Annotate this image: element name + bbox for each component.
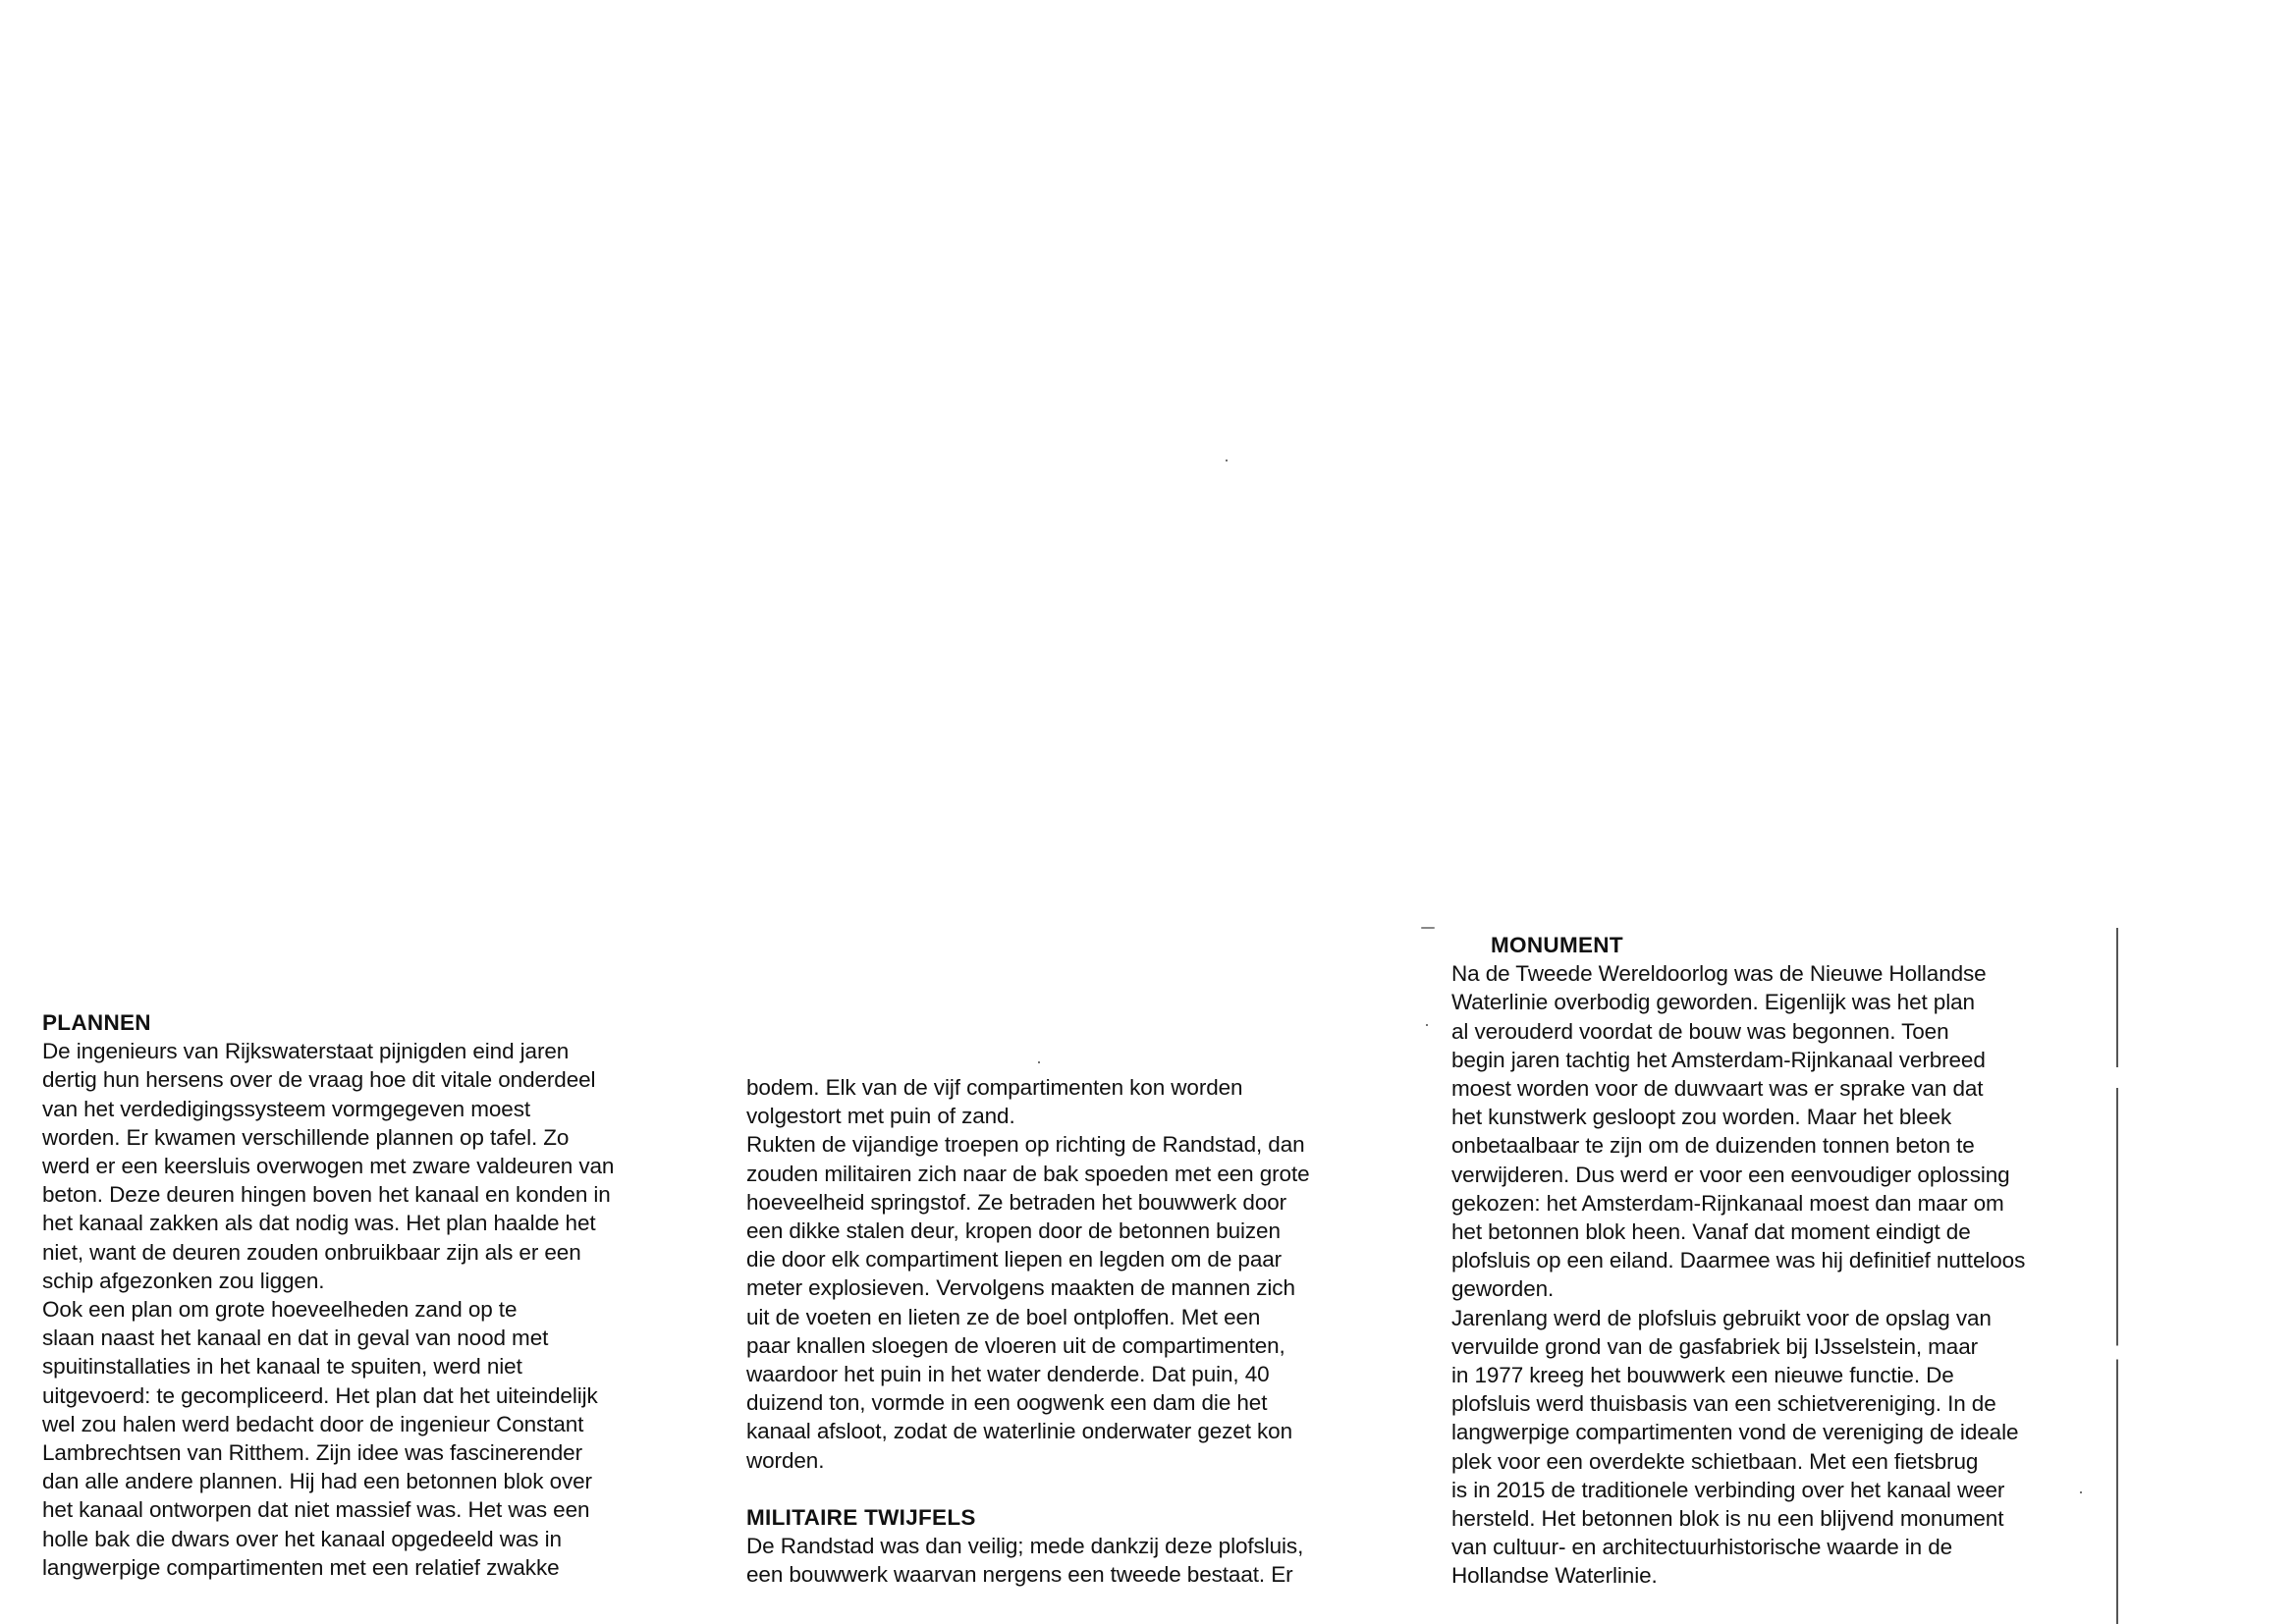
body-line: Waterlinie overbodig geworden. Eigenlijk was het plan	[1451, 990, 1975, 1015]
body-line: waardoor het puin in het water denderde. Dat puin, 40	[746, 1362, 1270, 1387]
body-line: bodem. Elk van de vijf compartimenten kon worden	[746, 1075, 1243, 1100]
scan-edge-line	[2116, 928, 2118, 1624]
body-line: De ingenieurs van Rijkswaterstaat pijnigden eind jaren	[42, 1039, 570, 1064]
body-line: De Randstad was dan veilig; mede dankzij deze plofsluis,	[746, 1534, 1304, 1559]
body-line: verwijderen. Dus werd er voor een eenvoudiger oplossing	[1451, 1162, 2010, 1187]
scan-speck	[1421, 927, 1435, 929]
scan-speck	[1038, 1061, 1040, 1063]
body-line: een dikke stalen deur, kropen door de betonnen buizen	[746, 1218, 1281, 1244]
body-line: moest worden voor de duwvaart was er sprake van dat	[1451, 1076, 1984, 1102]
body-line: al verouderd voordat de bouw was begonnen. Toen	[1451, 1018, 1949, 1044]
body-line: Na de Tweede Wereldoorlog was de Nieuwe Hollandse	[1451, 961, 1987, 987]
body-line: Hollandse Waterlinie.	[1451, 1563, 1658, 1589]
body-line: plofsluis werd thuisbasis van een schietvereniging. In de	[1451, 1391, 1996, 1417]
body-line: gekozen: het Amsterdam-Rijnkanaal moest dan maar om	[1451, 1190, 2004, 1216]
body-line: zouden militairen zich naar de bak spoeden met een grote	[746, 1161, 1310, 1186]
body-line: het kanaal ontworpen dat niet massief was. Het was een	[42, 1497, 590, 1523]
article-column-monument	[1451, 931, 2100, 1591]
article-column-middle	[746, 1073, 1385, 1589]
body-line: plek voor een overdekte schietbaan. Met een fietsbrug	[1451, 1448, 1979, 1474]
body-line: die door elk compartiment liepen en legden om de paar	[746, 1247, 1283, 1272]
body-line: Ook een plan om grote hoeveelheden zand op te	[42, 1297, 518, 1323]
body-line: een bouwwerk waarvan nergens een tweede bestaat. Er	[746, 1562, 1293, 1588]
body-line: geworden.	[1451, 1276, 1555, 1302]
body-line: plofsluis op een eiland. Daarmee was hij definitief nutteloos	[1451, 1248, 2026, 1273]
body-line: in 1977 kreeg het bouwwerk een nieuwe functie. De	[1451, 1363, 1954, 1388]
body-line: Jarenlang werd de plofsluis gebruikt voor de opslag van	[1451, 1305, 1992, 1330]
body-line: volgestort met puin of zand.	[746, 1104, 1015, 1129]
scan-speck	[2080, 1491, 2082, 1493]
body-line: het betonnen blok heen. Vanaf dat moment eindigt de	[1451, 1219, 1971, 1245]
body-line: Rukten de vijandige troepen op richting de Randstad, dan	[746, 1132, 1305, 1158]
body-line: het kunstwerk gesloopt zou worden. Maar het bleek	[1451, 1105, 1952, 1130]
body-line: uit de voeten en lieten ze de boel ontploffen. Met een	[746, 1304, 1261, 1329]
body-line: holle bak die dwars over het kanaal opgedeeld was in	[42, 1526, 562, 1551]
body-line: duizend ton, vormde in een oogwenk een dam die het	[746, 1390, 1268, 1416]
article-column-plannen	[42, 1008, 690, 1582]
body-line: uitgevoerd: te gecompliceerd. Het plan dat het uiteindelijk	[42, 1382, 598, 1408]
body-line: hersteld. Het betonnen blok is nu een blijvend monument	[1451, 1506, 2004, 1532]
body-line: dan alle andere plannen. Hij had een betonnen blok over	[42, 1469, 592, 1494]
scan-speck	[1426, 1024, 1428, 1026]
body-line: is in 2015 de traditionele verbinding over het kanaal weer	[1451, 1477, 2005, 1502]
body-line: kanaal afsloot, zodat de waterlinie onderwater gezet kon	[746, 1419, 1292, 1444]
body-line: het kanaal zakken als dat nodig was. Het plan haalde het	[42, 1211, 596, 1236]
body-line: werd er een keersluis overwogen met zware valdeuren van	[42, 1154, 615, 1179]
body-line: dertig hun hersens over de vraag hoe dit vitale onderdeel	[42, 1067, 596, 1093]
body-line: Lambrechtsen van Ritthem. Zijn idee was fascinerender	[42, 1440, 582, 1466]
body-line: paar knallen sloegen de vloeren uit de compartimenten,	[746, 1332, 1285, 1358]
section-heading-plannen: PLANNEN	[42, 1010, 151, 1035]
body-line: niet, want de deuren zouden onbruikbaar zijn als er een	[42, 1239, 581, 1265]
body-line: begin jaren tachtig het Amsterdam-Rijnkanaal verbreed	[1451, 1047, 1986, 1072]
body-line: hoeveelheid springstof. Ze betraden het bouwwerk door	[746, 1189, 1287, 1215]
body-line: worden.	[746, 1447, 825, 1473]
section-heading-monument: MONUMENT	[1491, 933, 1623, 957]
body-line: spuitinstallaties in het kanaal te spuiten, werd niet	[42, 1354, 522, 1380]
section-heading-militaire-twijfels: MILITAIRE TWIJFELS	[746, 1504, 976, 1530]
body-line: slaan naast het kanaal en dat in geval van nood met	[42, 1326, 549, 1351]
body-line: wel zou halen werd bedacht door de ingenieur Constant	[42, 1411, 584, 1436]
body-line: langwerpige compartimenten vond de vereniging de ideale	[1451, 1420, 2019, 1445]
body-line: meter explosieven. Vervolgens maakten de mannen zich	[746, 1275, 1295, 1301]
paragraph-gap	[746, 1475, 1385, 1503]
body-line: beton. Deze deuren hingen boven het kanaal en konden in	[42, 1182, 611, 1208]
body-line: worden. Er kwamen verschillende plannen op tafel. Zo	[42, 1124, 570, 1150]
scan-speck	[1226, 460, 1228, 461]
body-line: onbetaalbaar te zijn om de duizenden tonnen beton te	[1451, 1133, 1975, 1159]
body-line: schip afgezonken zou liggen.	[42, 1268, 325, 1293]
body-line: vervuilde grond van de gasfabriek bij IJsselstein, maar	[1451, 1333, 1979, 1359]
body-line: van het verdedigingssysteem vormgegeven moest	[42, 1096, 531, 1121]
body-line: langwerpige compartimenten met een relatief zwakke	[42, 1554, 560, 1580]
body-line: van cultuur- en architectuurhistorische waarde in de	[1451, 1535, 1953, 1560]
